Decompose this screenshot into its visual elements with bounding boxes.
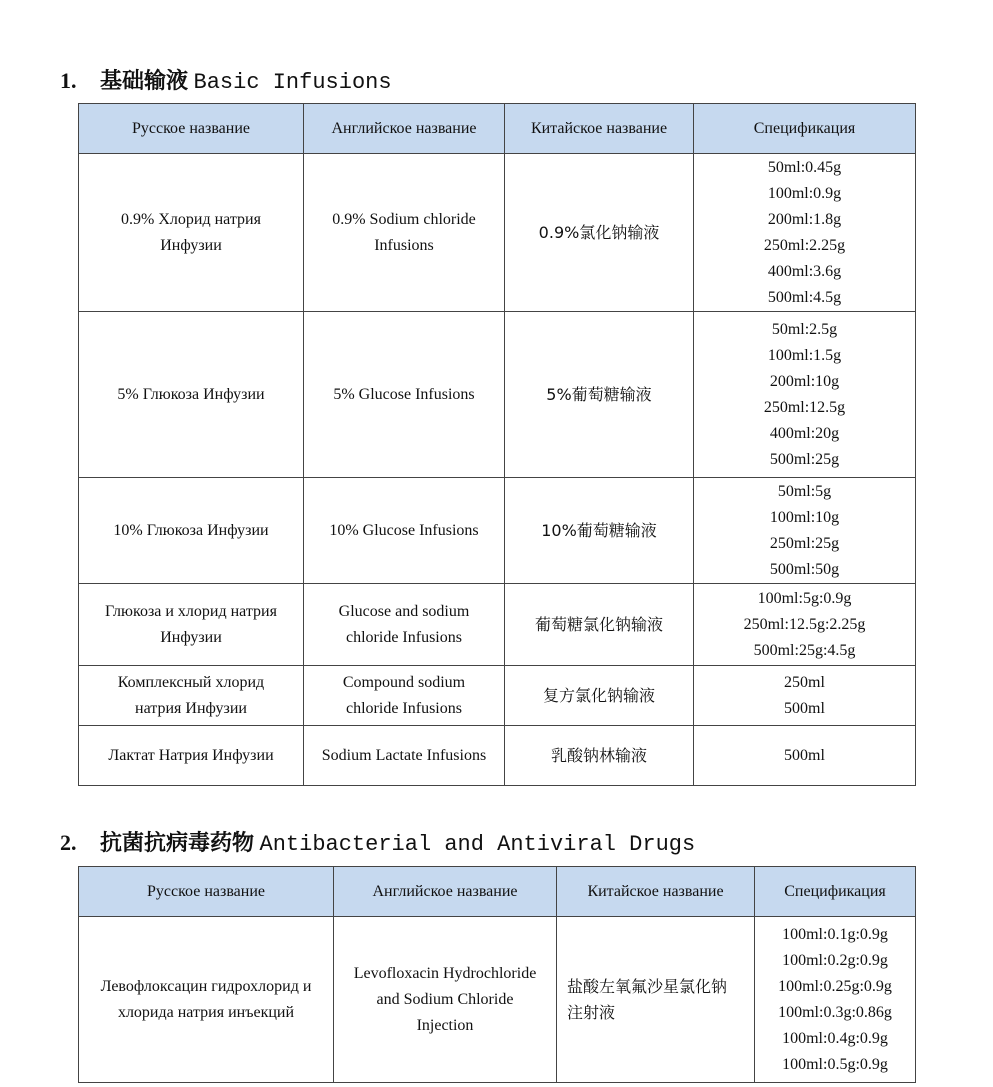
spec-line: 100ml:0.25g:0.9g — [778, 977, 892, 995]
spec-line: 250ml — [784, 673, 825, 691]
spec-line: 100ml:5g:0.9g — [757, 589, 852, 607]
antibacterial-drugs-table — [78, 866, 916, 1083]
cell-russian — [79, 666, 304, 726]
cell-chinese: 复方氯化钠输液 — [505, 666, 694, 726]
cell-line: хлорида натрия инъекций — [117, 1003, 295, 1021]
table-row — [79, 312, 916, 478]
spec-line: 500ml:4.5g — [767, 288, 842, 306]
section-number: 1. — [60, 68, 77, 93]
cell-english: 10% Glucose Infusions — [304, 478, 505, 584]
cell-specification — [694, 726, 916, 786]
table-header-row — [79, 104, 916, 154]
section-1-heading — [60, 64, 392, 95]
spec-line: 100ml:0.1g:0.9g — [782, 925, 888, 943]
spec-line: 250ml:12.5g — [763, 398, 846, 416]
cell-english: Sodium Lactate Infusions — [304, 726, 505, 786]
table-row — [79, 478, 916, 584]
spec-line: 250ml:2.25g — [763, 236, 846, 254]
cell-russian: 10% Глюкоза Инфузии — [79, 478, 304, 584]
spec-line: 500ml:50g — [769, 560, 840, 578]
cell-line: Инфузии — [160, 236, 222, 254]
cell-chinese: 乳酸钠林输液 — [505, 726, 694, 786]
cell-line: Инфузии — [160, 628, 222, 646]
cell-english: 5% Glucose Infusions — [304, 312, 505, 478]
spec-line: 500ml — [784, 746, 825, 764]
cell-line: Compound sodium — [342, 673, 466, 691]
cell-specification — [694, 666, 916, 726]
spec-line: 100ml:0.5g:0.9g — [782, 1055, 888, 1073]
cell-line: Левофлоксацин гидрохлорид и — [100, 977, 312, 995]
spec-line: 100ml:10g — [769, 508, 840, 526]
table-header-row — [79, 867, 916, 917]
cell-english — [304, 154, 505, 312]
cell-line: Комплексный хлорид — [117, 673, 265, 691]
table-row — [79, 666, 916, 726]
header-chinese: Китайское название — [557, 867, 755, 917]
section-title-en: Antibacterial and Antiviral Drugs — [259, 832, 696, 857]
cell-line: and Sodium Chloride — [376, 990, 514, 1008]
spec-line: 200ml:10g — [769, 372, 840, 390]
spec-line: 200ml:1.8g — [767, 210, 842, 228]
cell-russian: 5% Глюкоза Инфузии — [79, 312, 304, 478]
cell-line: 注射液 — [567, 1002, 616, 1022]
cell-line: chloride Infusions — [346, 699, 462, 717]
spec-line: 250ml:12.5g:2.25g — [743, 615, 866, 633]
spec-line: 500ml:25g:4.5g — [753, 641, 856, 659]
cell-chinese: 葡萄糖氯化钠输液 — [505, 584, 694, 666]
spec-line: 100ml:0.4g:0.9g — [782, 1029, 888, 1047]
cell-russian — [79, 154, 304, 312]
cell-line: Injection — [416, 1016, 474, 1034]
basic-infusions-table — [78, 103, 916, 786]
cell-line: Глюкоза и хлорид натрия — [105, 602, 277, 620]
header-english: Английское название — [304, 104, 505, 154]
cell-russian — [79, 584, 304, 666]
cell-chinese: 10%葡萄糖输液 — [505, 478, 694, 584]
cell-line: натрия Инфузии — [135, 699, 247, 717]
cell-chinese — [557, 917, 755, 1083]
spec-line: 100ml:0.2g:0.9g — [782, 951, 888, 969]
section-title-en: Basic Infusions — [193, 70, 392, 95]
spec-line: 50ml:2.5g — [771, 320, 838, 338]
cell-line: 盐酸左氧氟沙星氯化钠 — [567, 976, 728, 996]
section-title-zh: 抗菌抗病毒药物 — [100, 831, 255, 856]
header-specification: Спецификация — [755, 867, 916, 917]
cell-chinese: 5%葡萄糖输液 — [505, 312, 694, 478]
table-row — [79, 917, 916, 1083]
cell-specification — [694, 478, 916, 584]
spec-line: 400ml:3.6g — [767, 262, 842, 280]
cell-line: chloride Infusions — [346, 628, 462, 646]
cell-english — [304, 666, 505, 726]
cell-line: 0.9% Sodium chloride — [332, 210, 476, 228]
cell-line: Infusions — [374, 236, 434, 254]
cell-specification — [694, 154, 916, 312]
cell-russian: Лактат Натрия Инфузии — [79, 726, 304, 786]
cell-specification — [694, 312, 916, 478]
header-specification: Спецификация — [694, 104, 916, 154]
spec-line: 400ml:20g — [769, 424, 840, 442]
header-russian: Русское название — [79, 867, 334, 917]
spec-line: 100ml:0.9g — [767, 184, 842, 202]
table-row — [79, 726, 916, 786]
header-russian: Русское название — [79, 104, 304, 154]
cell-russian — [79, 917, 334, 1083]
cell-specification — [755, 917, 916, 1083]
spec-line: 500ml — [784, 699, 825, 717]
cell-line: Levofloxacin Hydrochloride — [353, 964, 537, 982]
spec-line: 100ml:0.3g:0.86g — [778, 1003, 892, 1021]
cell-line: 0.9% Хлорид натрия — [121, 210, 261, 228]
cell-line: Glucose and sodium — [338, 602, 470, 620]
cell-specification — [694, 584, 916, 666]
section-title-zh: 基础输液 — [100, 69, 189, 94]
table-row — [79, 584, 916, 666]
header-chinese: Китайское название — [505, 104, 694, 154]
header-english: Английское название — [334, 867, 557, 917]
spec-line: 50ml:5g — [777, 482, 832, 500]
spec-line: 250ml:25g — [769, 534, 840, 552]
spec-line: 500ml:25g — [769, 450, 840, 468]
spec-line: 100ml:1.5g — [767, 346, 842, 364]
section-number: 2. — [60, 830, 77, 855]
spec-line: 50ml:0.45g — [767, 158, 842, 176]
table-row — [79, 154, 916, 312]
section-2-heading — [60, 826, 695, 857]
cell-english — [304, 584, 505, 666]
cell-chinese: 0.9%氯化钠输液 — [505, 154, 694, 312]
cell-english — [334, 917, 557, 1083]
